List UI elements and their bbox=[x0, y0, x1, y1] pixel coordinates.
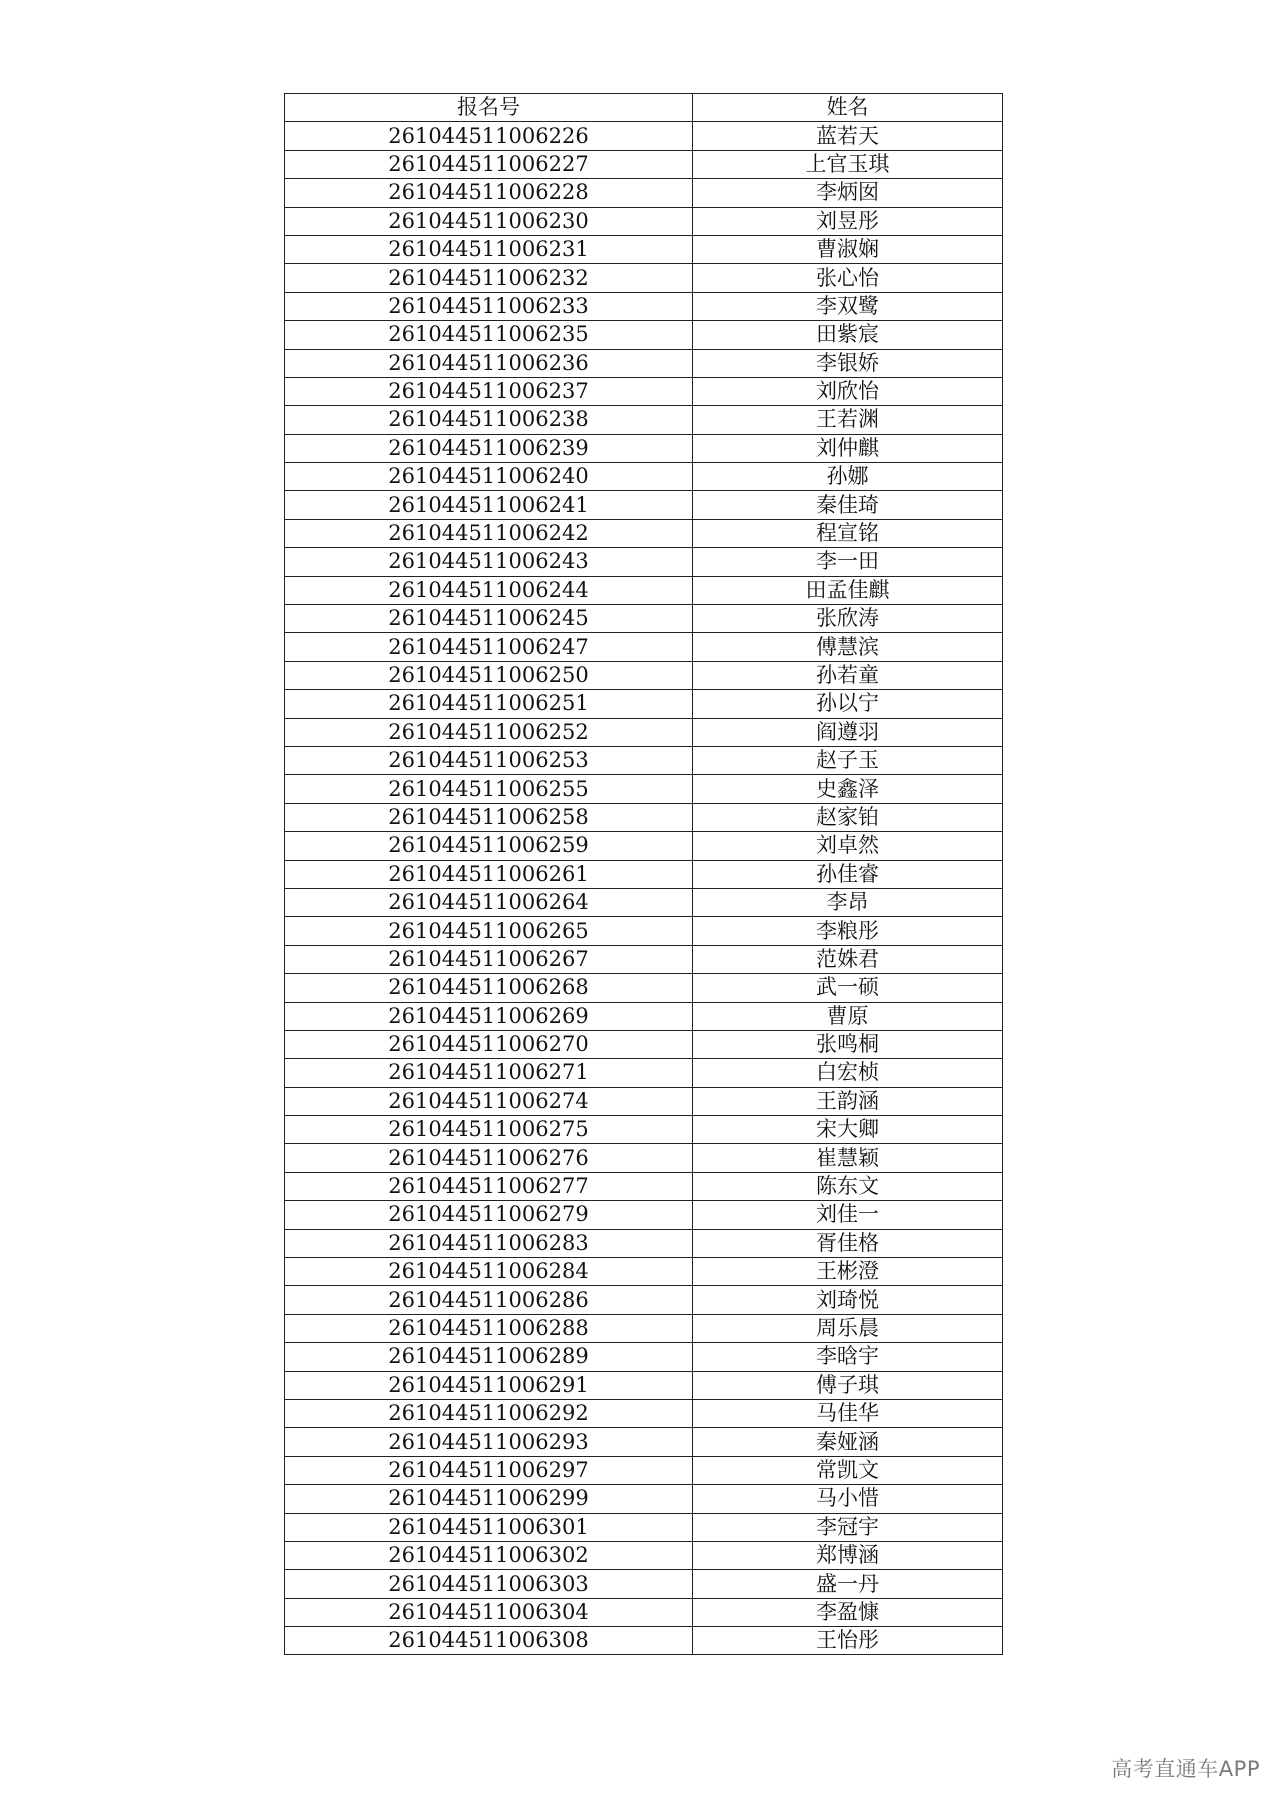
name-cell: 常凯文 bbox=[693, 1456, 1003, 1484]
name-cell: 王怡彤 bbox=[693, 1627, 1003, 1655]
table-row bbox=[285, 1314, 1003, 1342]
registration-number-cell: 261044511006279 bbox=[285, 1201, 693, 1229]
registration-number-cell: 261044511006291 bbox=[285, 1371, 693, 1399]
registration-number-cell: 261044511006289 bbox=[285, 1343, 693, 1371]
table-row bbox=[285, 434, 1003, 462]
name-cell: 王彬澄 bbox=[693, 1258, 1003, 1286]
name-cell: 孙佳睿 bbox=[693, 860, 1003, 888]
registration-number-cell: 261044511006276 bbox=[285, 1144, 693, 1172]
name-cell: 曹原 bbox=[693, 1002, 1003, 1030]
registration-number-cell: 261044511006292 bbox=[285, 1399, 693, 1427]
registration-number-cell: 261044511006259 bbox=[285, 832, 693, 860]
name-cell: 马佳华 bbox=[693, 1399, 1003, 1427]
table-row bbox=[285, 1229, 1003, 1257]
table-row bbox=[285, 406, 1003, 434]
registration-number-cell: 261044511006301 bbox=[285, 1513, 693, 1541]
name-cell: 孙娜 bbox=[693, 463, 1003, 491]
header-registration-number: 报名号 bbox=[285, 94, 693, 122]
table-row bbox=[285, 1627, 1003, 1655]
name-cell: 周乐晨 bbox=[693, 1314, 1003, 1342]
registration-number-cell: 261044511006275 bbox=[285, 1116, 693, 1144]
name-cell: 孙以宁 bbox=[693, 690, 1003, 718]
name-cell: 胥佳格 bbox=[693, 1229, 1003, 1257]
registration-number-cell: 261044511006270 bbox=[285, 1030, 693, 1058]
registration-number-cell: 261044511006269 bbox=[285, 1002, 693, 1030]
name-cell: 孙若童 bbox=[693, 661, 1003, 689]
table-row bbox=[285, 179, 1003, 207]
name-cell: 史鑫泽 bbox=[693, 775, 1003, 803]
name-cell: 李银娇 bbox=[693, 349, 1003, 377]
table-row bbox=[285, 548, 1003, 576]
registration-number-cell: 261044511006283 bbox=[285, 1229, 693, 1257]
registration-number-cell: 261044511006241 bbox=[285, 491, 693, 519]
table-row bbox=[285, 633, 1003, 661]
name-cell: 秦娅涵 bbox=[693, 1428, 1003, 1456]
registration-number-cell: 261044511006302 bbox=[285, 1541, 693, 1569]
name-cell: 张心怡 bbox=[693, 264, 1003, 292]
registration-number-cell: 261044511006228 bbox=[285, 179, 693, 207]
table-row bbox=[285, 377, 1003, 405]
table-row bbox=[285, 832, 1003, 860]
name-cell: 盛一丹 bbox=[693, 1570, 1003, 1598]
table-row bbox=[285, 491, 1003, 519]
table-header bbox=[285, 94, 1003, 122]
name-cell: 刘琦悦 bbox=[693, 1286, 1003, 1314]
table-row bbox=[285, 1570, 1003, 1598]
name-cell: 田孟佳麒 bbox=[693, 576, 1003, 604]
registration-number-cell: 261044511006265 bbox=[285, 917, 693, 945]
name-cell: 王若渊 bbox=[693, 406, 1003, 434]
registration-number-cell: 261044511006226 bbox=[285, 122, 693, 150]
table-row bbox=[285, 1541, 1003, 1569]
table-row bbox=[285, 1144, 1003, 1172]
name-cell: 李盈慷 bbox=[693, 1598, 1003, 1626]
name-cell: 傅慧滨 bbox=[693, 633, 1003, 661]
table-row bbox=[285, 1513, 1003, 1541]
table-row bbox=[285, 1172, 1003, 1200]
registration-number-cell: 261044511006255 bbox=[285, 775, 693, 803]
registration-number-cell: 261044511006251 bbox=[285, 690, 693, 718]
name-cell: 傅子琪 bbox=[693, 1371, 1003, 1399]
name-cell: 曹淑娴 bbox=[693, 235, 1003, 263]
table-row bbox=[285, 945, 1003, 973]
registration-number-cell: 261044511006242 bbox=[285, 519, 693, 547]
name-cell: 田紫宸 bbox=[693, 321, 1003, 349]
registration-number-cell: 261044511006247 bbox=[285, 633, 693, 661]
table-row bbox=[285, 1201, 1003, 1229]
name-cell: 秦佳琦 bbox=[693, 491, 1003, 519]
table-row bbox=[285, 463, 1003, 491]
table-row bbox=[285, 1030, 1003, 1058]
registration-number-cell: 261044511006237 bbox=[285, 377, 693, 405]
name-cell: 马小惜 bbox=[693, 1485, 1003, 1513]
registration-number-cell: 261044511006235 bbox=[285, 321, 693, 349]
table-row bbox=[285, 1087, 1003, 1115]
name-cell: 李粮彤 bbox=[693, 917, 1003, 945]
name-cell: 刘佳一 bbox=[693, 1201, 1003, 1229]
table-row bbox=[285, 1456, 1003, 1484]
header-row bbox=[285, 94, 1003, 122]
registration-number-cell: 261044511006274 bbox=[285, 1087, 693, 1115]
registration-table bbox=[284, 93, 1003, 1655]
name-cell: 武一硕 bbox=[693, 974, 1003, 1002]
name-cell: 蓝若天 bbox=[693, 122, 1003, 150]
registration-number-cell: 261044511006238 bbox=[285, 406, 693, 434]
table-body bbox=[285, 122, 1003, 1655]
registration-number-cell: 261044511006252 bbox=[285, 718, 693, 746]
table-row bbox=[285, 235, 1003, 263]
table-row bbox=[285, 888, 1003, 916]
table-row bbox=[285, 1598, 1003, 1626]
registration-number-cell: 261044511006236 bbox=[285, 349, 693, 377]
registration-number-cell: 261044511006261 bbox=[285, 860, 693, 888]
registration-number-cell: 261044511006243 bbox=[285, 548, 693, 576]
name-cell: 宋大卿 bbox=[693, 1116, 1003, 1144]
registration-number-cell: 261044511006233 bbox=[285, 292, 693, 320]
registration-number-cell: 261044511006239 bbox=[285, 434, 693, 462]
table-row bbox=[285, 1343, 1003, 1371]
name-cell: 上官玉琪 bbox=[693, 150, 1003, 178]
registration-number-cell: 261044511006304 bbox=[285, 1598, 693, 1626]
name-cell: 王韵涵 bbox=[693, 1087, 1003, 1115]
registration-number-cell: 261044511006231 bbox=[285, 235, 693, 263]
name-cell: 张鸣桐 bbox=[693, 1030, 1003, 1058]
name-cell: 李晗宇 bbox=[693, 1343, 1003, 1371]
watermark-text: 高考直通车APP bbox=[1111, 1757, 1260, 1781]
table-row bbox=[285, 519, 1003, 547]
table-row bbox=[285, 1059, 1003, 1087]
table-row bbox=[285, 576, 1003, 604]
registration-number-cell: 261044511006277 bbox=[285, 1172, 693, 1200]
name-cell: 刘昱彤 bbox=[693, 207, 1003, 235]
registration-number-cell: 261044511006284 bbox=[285, 1258, 693, 1286]
name-cell: 郑博涵 bbox=[693, 1541, 1003, 1569]
registration-number-cell: 261044511006286 bbox=[285, 1286, 693, 1314]
table-row bbox=[285, 974, 1003, 1002]
table-row bbox=[285, 718, 1003, 746]
registration-number-cell: 261044511006299 bbox=[285, 1485, 693, 1513]
registration-number-cell: 261044511006244 bbox=[285, 576, 693, 604]
registration-number-cell: 261044511006258 bbox=[285, 803, 693, 831]
name-cell: 刘卓然 bbox=[693, 832, 1003, 860]
table-row bbox=[285, 1258, 1003, 1286]
name-cell: 程宣铭 bbox=[693, 519, 1003, 547]
registration-number-cell: 261044511006227 bbox=[285, 150, 693, 178]
name-cell: 李冠宇 bbox=[693, 1513, 1003, 1541]
table-row bbox=[285, 1286, 1003, 1314]
table-row bbox=[285, 1485, 1003, 1513]
table-row bbox=[285, 775, 1003, 803]
registration-number-cell: 261044511006271 bbox=[285, 1059, 693, 1087]
table-row bbox=[285, 1002, 1003, 1030]
name-cell: 李炳囡 bbox=[693, 179, 1003, 207]
name-cell: 李双鹭 bbox=[693, 292, 1003, 320]
name-cell: 阎遵羽 bbox=[693, 718, 1003, 746]
table-row bbox=[285, 803, 1003, 831]
registration-number-cell: 261044511006303 bbox=[285, 1570, 693, 1598]
name-cell: 李一田 bbox=[693, 548, 1003, 576]
table-row bbox=[285, 690, 1003, 718]
table-row bbox=[285, 860, 1003, 888]
table-row bbox=[285, 1428, 1003, 1456]
table-row bbox=[285, 292, 1003, 320]
name-cell: 刘仲麒 bbox=[693, 434, 1003, 462]
registration-number-cell: 261044511006288 bbox=[285, 1314, 693, 1342]
table-row bbox=[285, 321, 1003, 349]
table-row bbox=[285, 917, 1003, 945]
registration-number-cell: 261044511006230 bbox=[285, 207, 693, 235]
registration-number-cell: 261044511006308 bbox=[285, 1627, 693, 1655]
name-cell: 赵家铂 bbox=[693, 803, 1003, 831]
registration-number-cell: 261044511006253 bbox=[285, 746, 693, 774]
table-row bbox=[285, 349, 1003, 377]
table-row bbox=[285, 150, 1003, 178]
name-cell: 张欣涛 bbox=[693, 605, 1003, 633]
header-name: 姓名 bbox=[693, 94, 1003, 122]
registration-number-cell: 261044511006268 bbox=[285, 974, 693, 1002]
registration-number-cell: 261044511006293 bbox=[285, 1428, 693, 1456]
table-row bbox=[285, 1371, 1003, 1399]
name-cell: 崔慧颖 bbox=[693, 1144, 1003, 1172]
registration-number-cell: 261044511006264 bbox=[285, 888, 693, 916]
name-cell: 李昂 bbox=[693, 888, 1003, 916]
table-row bbox=[285, 605, 1003, 633]
registration-number-cell: 261044511006240 bbox=[285, 463, 693, 491]
table-row bbox=[285, 746, 1003, 774]
table-row bbox=[285, 264, 1003, 292]
name-cell: 赵子玉 bbox=[693, 746, 1003, 774]
table-row bbox=[285, 1399, 1003, 1427]
registration-number-cell: 261044511006245 bbox=[285, 605, 693, 633]
name-cell: 范姝君 bbox=[693, 945, 1003, 973]
registration-number-cell: 261044511006232 bbox=[285, 264, 693, 292]
name-cell: 刘欣怡 bbox=[693, 377, 1003, 405]
name-cell: 白宏桢 bbox=[693, 1059, 1003, 1087]
table-row bbox=[285, 207, 1003, 235]
registration-number-cell: 261044511006267 bbox=[285, 945, 693, 973]
table-row bbox=[285, 122, 1003, 150]
registration-number-cell: 261044511006297 bbox=[285, 1456, 693, 1484]
registration-number-cell: 261044511006250 bbox=[285, 661, 693, 689]
name-cell: 陈东文 bbox=[693, 1172, 1003, 1200]
table-row bbox=[285, 661, 1003, 689]
table-row bbox=[285, 1116, 1003, 1144]
